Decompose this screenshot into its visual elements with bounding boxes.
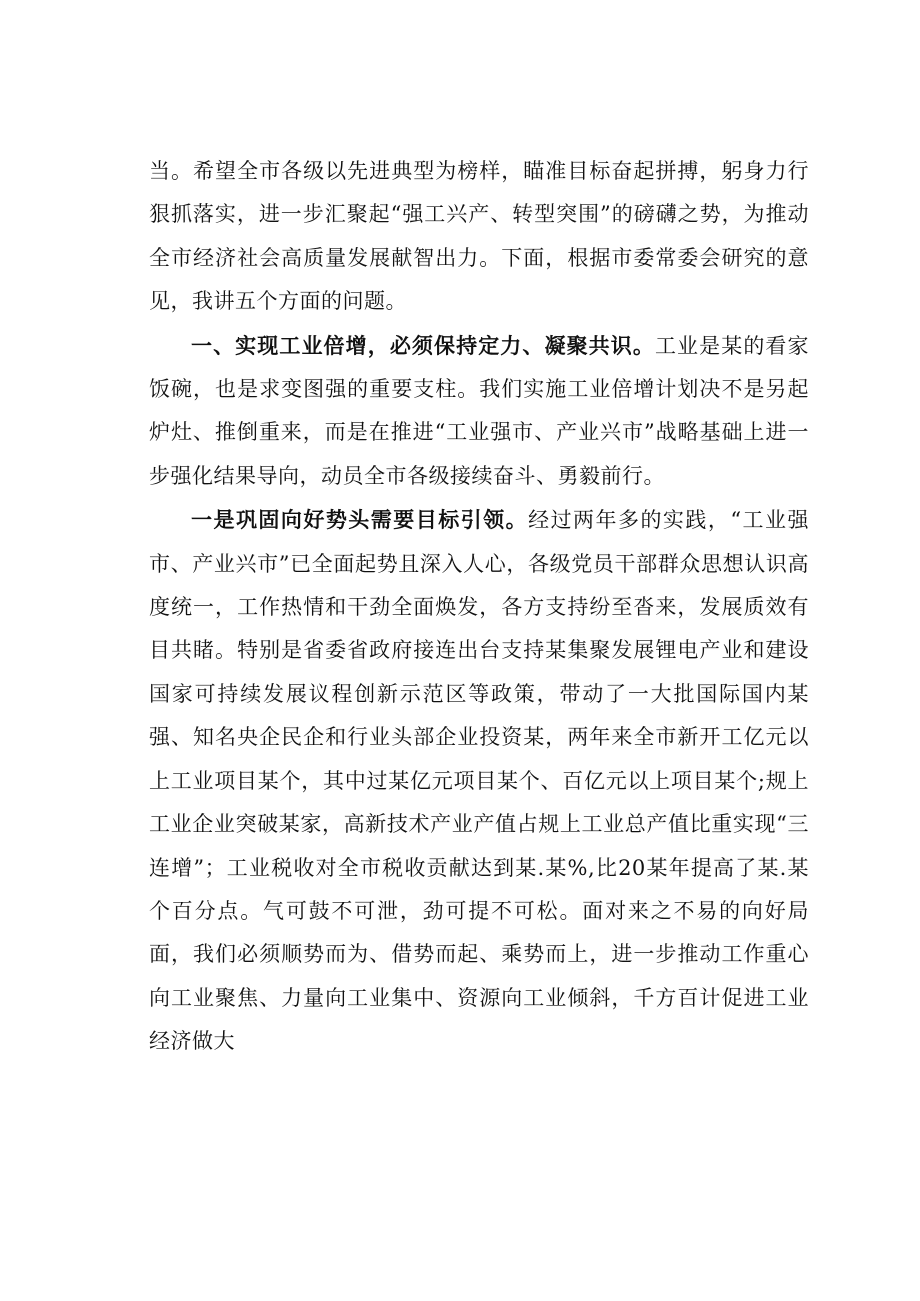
paragraph-text: 工业是某的看家饭碗，也是求变图强的重要支柱。我们实施工业倍增计划决不是另起炉灶、推倒重来，而是在推进“工业强市、产业兴市”战略基础上进一步强化结果导向，动员全市各级接续奋斗、勇毅前行。: [149, 333, 810, 488]
paragraph-section-one: [149, 324, 809, 499]
document-body: [149, 150, 809, 1064]
paragraph-text: 经过两年多的实践，“工业强市、产业兴市”已全面起势且深入人心，各级党员干部群众思想认识高度统一，工作热情和干劲全面焕发，各方支持纷至沓来，发展质效有目共睹。特别是省委省政府接连出台支持某集聚发展锂电产业和建设国家可持续发展议程创新示范区等政策，带动了一大批国际国内某强、知名央企民企和行业头部企业投资某，两年来全市新开工亿元以上工业项目某个，其中过某亿元项目某个、百亿元以上项目某个;规上工业企业突破某家，高新技术产业产值占规上工业总产值比重实现“三连增”；工业税收对全市税收贡献达到某.某%,比20某年提高了某.某个百分点。气可鼓不可泄，劲可提不可松。面对来之不易的向好局面，我们必须顺势而为、借势而起、乘势而上，进一步推动工作重心向工业聚焦、力量向工业集中、资源向工业倾斜，千方百计促进工业经济做大: [149, 508, 809, 1054]
paragraph-continuation: [149, 150, 809, 324]
section-heading: 一、实现工业倍增，必须保持定力、凝聚共识。: [191, 332, 655, 358]
paragraph-point-one: [149, 498, 809, 1063]
point-heading: 一是巩固向好势头需要目标引领。: [191, 507, 529, 533]
paragraph-text: 当。希望全市各级以先进典型为榜样，瞄准目标奋起拼搏，躬身力行狠抓落实，进一步汇聚起“强工兴产、转型突围”的磅礴之势，为推动全市经济社会高质量发展献智出力。下面，根据市委常委会研究的意见，我讲五个方面的问题。: [149, 159, 809, 314]
